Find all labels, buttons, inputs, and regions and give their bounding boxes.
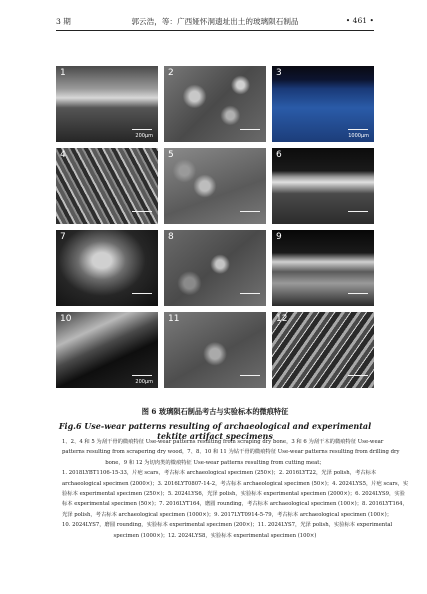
panel-number: 9 <box>276 232 282 242</box>
page-number: • 461 • <box>345 16 374 25</box>
scale-bar <box>240 293 260 294</box>
scale-label: 1000μm <box>348 133 369 139</box>
header-rule <box>56 30 374 31</box>
note-line: bone，9 和 12 为切肉类的微痕特征 Use-wear patterns resulting from cutting meat； <box>105 459 325 466</box>
scale-bar <box>132 293 152 294</box>
figure-notes <box>62 437 409 541</box>
panel-number: 11 <box>168 314 180 324</box>
micrograph-5 <box>164 148 266 224</box>
micrograph-1 <box>56 66 158 142</box>
panel-number: 12 <box>276 314 288 324</box>
scale-bar <box>132 211 152 212</box>
micrograph-11 <box>164 312 266 388</box>
panel-number: 7 <box>60 232 66 242</box>
panel-number: 6 <box>276 150 282 160</box>
running-header <box>56 16 374 30</box>
scale-bar <box>348 293 368 294</box>
note-line: 1、2、4 和 5 为刮干骨的微痕特征 Use-wear patterns resulting from scraping dry bone，3 和 6 为刮干木的微痕特征 Use-wear <box>62 439 384 445</box>
micrograph-2 <box>164 66 266 142</box>
scale-bar <box>348 129 368 130</box>
running-title: 郭云浩，等：广西娅怀洞遗址出土的玻璃陨石制品 <box>131 17 299 26</box>
issue-number: 3 期 <box>56 17 71 26</box>
note-line: archaeological specimen (2000×)；3. 2016LYT0807-14-2，考古标本 archaeological specimen (50×)；4. 2024LYS5，片疤 scars，实 <box>62 480 409 487</box>
micrograph-10 <box>56 312 158 388</box>
note-line: 标本 experimental specimen (50×)；7. 2016LYT164，磨圆 rounding，考古标本 archaeological specimen (100×)；8. 2016LYT164， <box>62 501 408 508</box>
micrograph-4 <box>56 148 158 224</box>
micrograph-9 <box>272 230 374 306</box>
note-line: specimen (1000×)；12. 2024LYS8，实验标本 experimental specimen (100×) <box>113 532 317 539</box>
figure-caption-chinese: 图 6 玻璃陨石制品考古与实验标本的微痕特征 <box>141 407 289 416</box>
note-line: 验标本 experimental specimen (250×)；5. 2024LYS6，光泽 polish，实验标本 experimental specimen (2000×)；6. 2024LYS9，实验 <box>62 491 405 498</box>
micrograph-grid <box>56 66 374 388</box>
micrograph-3 <box>272 66 374 142</box>
scale-bar <box>240 211 260 212</box>
note-line: 光泽 polish，考古标本 archaeological specimen (1000×)；9. 2017LYT0914-5-79，考古标本 archaeological specimen (100×)； <box>62 511 392 518</box>
scale-bar <box>240 129 260 130</box>
panel-number: 2 <box>168 68 174 78</box>
scale-bar <box>132 129 152 130</box>
scale-bar <box>348 375 368 376</box>
scale-label: 200μm <box>135 133 153 139</box>
panel-number: 10 <box>60 314 72 324</box>
panel-number: 5 <box>168 150 174 160</box>
scale-bar <box>132 375 152 376</box>
figure-caption-english: Fig.6 Use-wear patterns resulting of archaeological and experimental tektite artifact specimens <box>58 421 372 441</box>
scale-bar <box>348 211 368 212</box>
note-line: patterns resulting from scrapering dry wood，7、8、10 和 11 为钻干骨的微痕特征 Use-wear patterns resulting from drilling dry <box>62 449 400 456</box>
panel-number: 8 <box>168 232 174 242</box>
note-line: 10. 2024LYS7，磨圆 rounding，实验标本 experimental specimen (200×)；11. 2024LYS7，光泽 polish，实验标本 experimental <box>62 522 393 529</box>
scale-bar <box>240 375 260 376</box>
panel-number: 3 <box>276 68 282 78</box>
note-line: 1. 2018LYBT1106-15-33，片疤 scars，考古标本 archaeological specimen (250×)；2. 2016LYT22，光泽 polish，考古标本 <box>62 470 377 477</box>
micrograph-8 <box>164 230 266 306</box>
micrograph-6 <box>272 148 374 224</box>
micrograph-12 <box>272 312 374 388</box>
panel-number: 1 <box>60 68 66 78</box>
scale-label: 200μm <box>135 379 153 385</box>
micrograph-7 <box>56 230 158 306</box>
panel-number: 4 <box>60 150 66 160</box>
